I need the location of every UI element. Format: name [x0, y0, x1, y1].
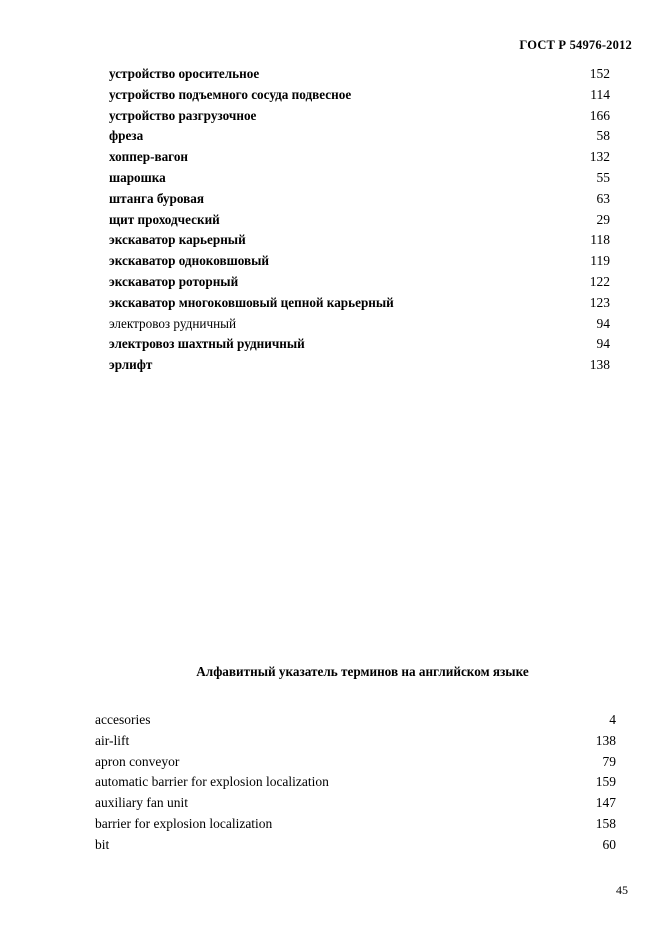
russian-term-index — [109, 64, 610, 376]
standard-code: ГОСТ Р 54976-2012 — [519, 38, 632, 52]
index-page-ref: 29 — [596, 211, 610, 227]
index-term: щит проходческий — [109, 211, 220, 227]
index-row — [109, 85, 610, 106]
index-term: фреза — [109, 128, 144, 144]
english-index-title: Алфавитный указатель терминов на английском языке — [196, 664, 529, 679]
index-row — [109, 314, 610, 335]
index-row — [109, 293, 610, 314]
index-page-ref: 119 — [590, 253, 610, 269]
index-row — [95, 752, 616, 773]
index-page-ref: 123 — [589, 294, 610, 310]
index-row — [109, 168, 610, 189]
index-page-ref: 147 — [595, 795, 616, 811]
index-page-ref: 138 — [595, 732, 616, 748]
index-term: эрлифт — [109, 357, 153, 373]
index-term: шарошка — [109, 169, 166, 185]
index-page-ref: 122 — [589, 273, 610, 289]
index-term: устройство разгрузочное — [109, 107, 257, 123]
index-row — [95, 835, 616, 856]
index-term: электровоз шахтный рудничный — [109, 336, 305, 352]
index-page-ref: 55 — [596, 169, 610, 185]
index-row — [109, 251, 610, 272]
page-number: 45 — [616, 883, 628, 897]
index-row — [95, 710, 616, 731]
index-page-ref: 94 — [596, 315, 610, 331]
index-page-ref: 63 — [596, 190, 610, 206]
index-page-ref: 4 — [609, 712, 616, 727]
index-term: apron conveyor — [95, 753, 180, 769]
index-row — [95, 731, 616, 752]
index-row — [109, 147, 610, 168]
index-row — [109, 334, 610, 355]
index-page-ref: 79 — [602, 753, 616, 769]
english-term-index — [95, 710, 616, 856]
index-term: bit — [95, 836, 110, 852]
index-term: электровоз рудничный — [109, 315, 237, 331]
index-row — [109, 272, 610, 293]
index-page-ref: 158 — [595, 815, 616, 831]
index-row — [109, 210, 610, 231]
index-term: экскаватор многоковшовый цепной карьерный — [109, 294, 394, 310]
index-row — [109, 355, 610, 376]
index-row — [109, 230, 610, 251]
index-term: экскаватор карьерный — [109, 232, 246, 248]
index-page-ref: 159 — [595, 774, 616, 790]
index-term: экскаватор роторный — [109, 273, 239, 289]
index-page-ref: 114 — [590, 86, 610, 102]
index-page-ref: 94 — [596, 336, 610, 352]
index-term: air-lift — [95, 732, 130, 748]
index-term: штанга буровая — [109, 190, 204, 206]
index-term: устройство подъемного сосуда подвесное — [109, 86, 352, 102]
index-row — [109, 189, 610, 210]
index-term: accesories — [95, 712, 151, 727]
index-row — [109, 64, 610, 85]
index-row — [95, 814, 616, 835]
index-row — [109, 126, 610, 147]
index-row — [95, 793, 616, 814]
index-term: устройство оросительное — [109, 66, 260, 81]
index-term: экскаватор одноковшовый — [109, 253, 270, 269]
index-row — [95, 772, 616, 793]
index-term: barrier for explosion localization — [95, 815, 273, 831]
index-page-ref: 118 — [590, 232, 610, 248]
index-page-ref: 60 — [602, 836, 616, 852]
index-page-ref: 132 — [589, 149, 610, 165]
index-page-ref: 58 — [596, 128, 610, 144]
index-page-ref: 138 — [589, 357, 610, 373]
index-page-ref: 152 — [589, 66, 610, 81]
index-row — [109, 106, 610, 127]
index-term: automatic barrier for explosion localization — [95, 774, 329, 790]
index-term: auxiliary fan unit — [95, 795, 188, 811]
index-page-ref: 166 — [589, 107, 610, 123]
index-term: хоппер-вагон — [109, 149, 189, 165]
